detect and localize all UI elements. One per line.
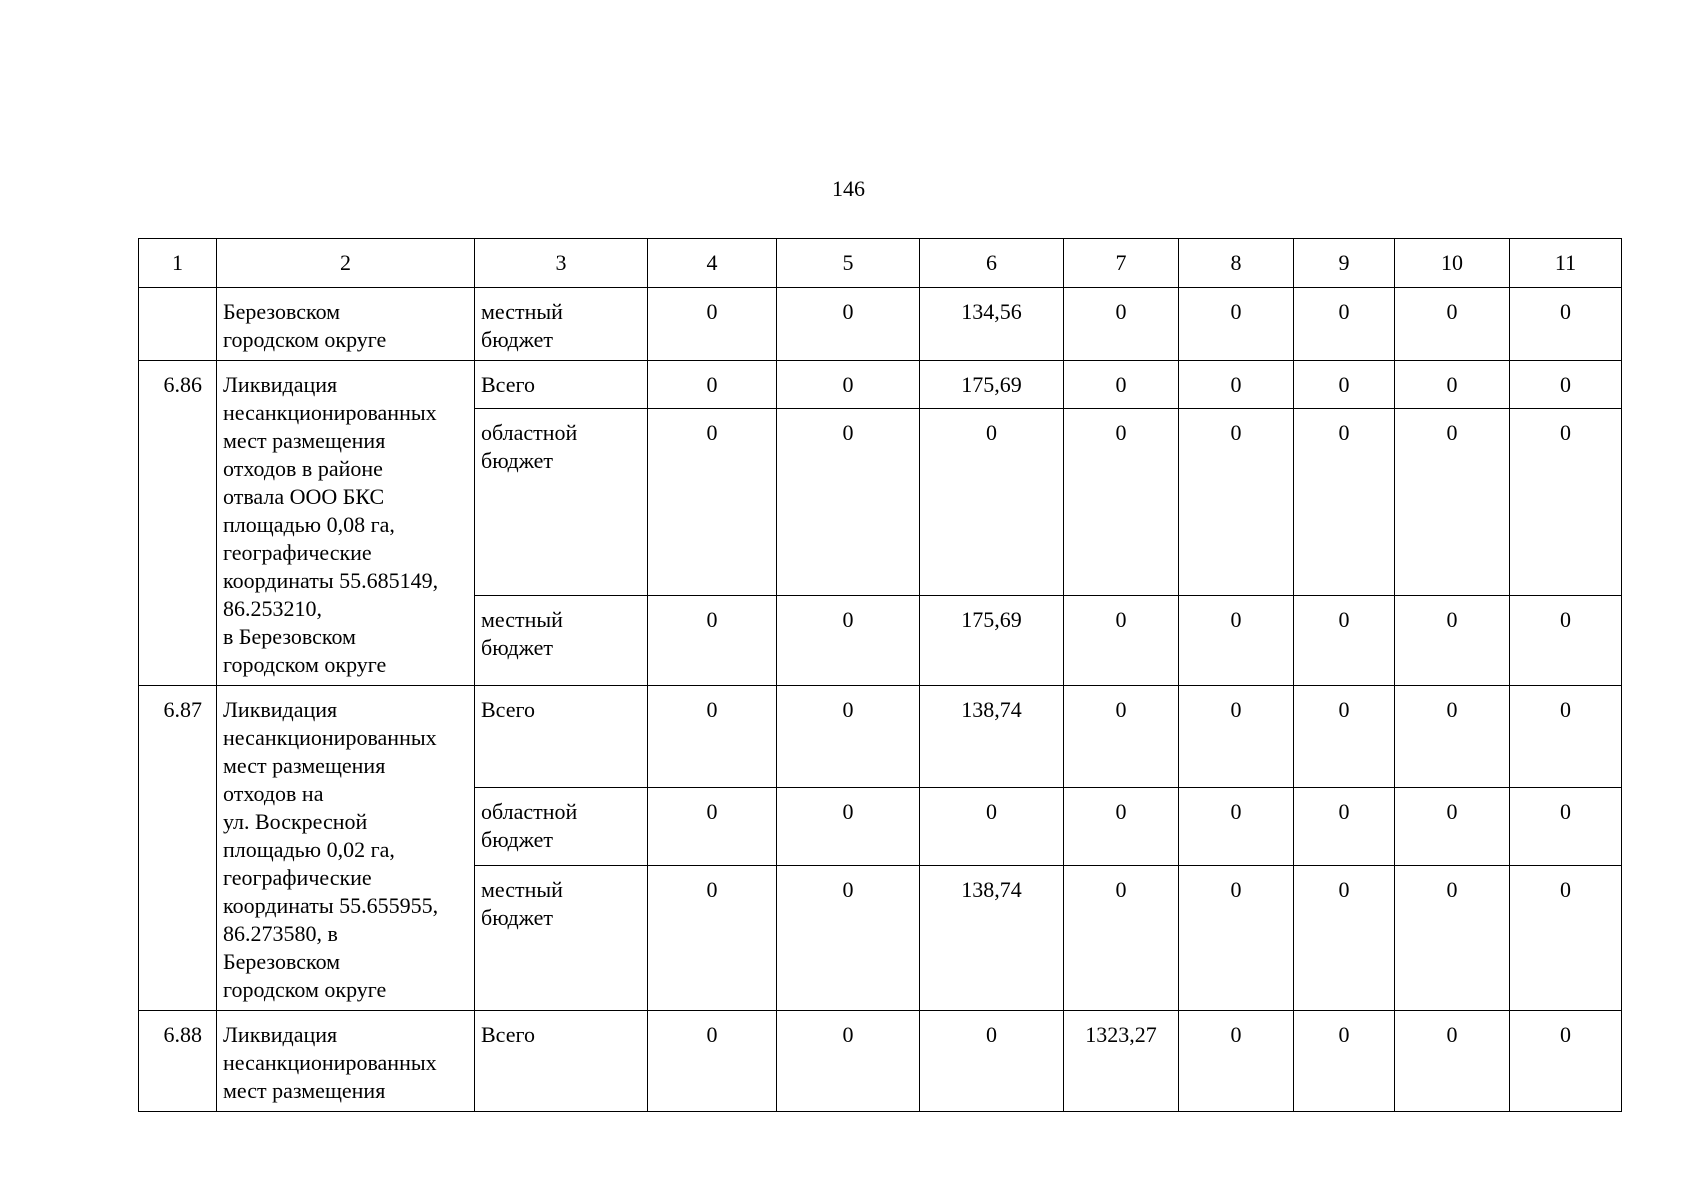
row-index: 6.87 <box>139 686 217 1011</box>
value-cell-col-5: 0 <box>777 409 920 596</box>
value-cell-col-11: 0 <box>1510 409 1622 596</box>
value-cell-col-7: 0 <box>1064 595 1179 685</box>
value-cell-col-6: 0 <box>920 409 1064 596</box>
column-header-3: 3 <box>475 239 648 288</box>
value-cell-col-11: 0 <box>1510 788 1622 866</box>
value-cell-col-7: 0 <box>1064 788 1179 866</box>
column-number-header-row <box>139 239 1622 288</box>
value-cell-col-8: 0 <box>1179 686 1294 788</box>
value-cell-col-8: 0 <box>1179 866 1294 1011</box>
funding-source: Всего <box>475 686 648 788</box>
funding-source: местный бюджет <box>475 866 648 1011</box>
column-header-7: 7 <box>1064 239 1179 288</box>
column-header-11: 11 <box>1510 239 1622 288</box>
value-cell-col-10: 0 <box>1395 1011 1510 1112</box>
value-cell-col-6: 138,74 <box>920 686 1064 788</box>
row-index <box>139 288 217 361</box>
value-cell-col-10: 0 <box>1395 288 1510 361</box>
value-cell-col-9: 0 <box>1294 361 1395 409</box>
column-header-1: 1 <box>139 239 217 288</box>
value-cell-col-8: 0 <box>1179 288 1294 361</box>
value-cell-col-11: 0 <box>1510 361 1622 409</box>
value-cell-col-6: 0 <box>920 1011 1064 1112</box>
value-cell-col-9: 0 <box>1294 1011 1395 1112</box>
value-cell-col-9: 0 <box>1294 288 1395 361</box>
row-index: 6.88 <box>139 1011 217 1112</box>
value-cell-col-5: 0 <box>777 1011 920 1112</box>
value-cell-col-11: 0 <box>1510 866 1622 1011</box>
value-cell-col-8: 0 <box>1179 361 1294 409</box>
value-cell-col-8: 0 <box>1179 788 1294 866</box>
value-cell-col-7: 1323,27 <box>1064 1011 1179 1112</box>
value-cell-col-9: 0 <box>1294 686 1395 788</box>
value-cell-col-4: 0 <box>648 361 777 409</box>
value-cell-col-10: 0 <box>1395 686 1510 788</box>
funding-source: Всего <box>475 1011 648 1112</box>
value-cell-col-6: 134,56 <box>920 288 1064 361</box>
value-cell-col-7: 0 <box>1064 409 1179 596</box>
value-cell-col-10: 0 <box>1395 595 1510 685</box>
column-header-5: 5 <box>777 239 920 288</box>
value-cell-col-4: 0 <box>648 409 777 596</box>
value-cell-col-11: 0 <box>1510 1011 1622 1112</box>
value-cell-col-8: 0 <box>1179 1011 1294 1112</box>
value-cell-col-7: 0 <box>1064 686 1179 788</box>
value-cell-col-5: 0 <box>777 686 920 788</box>
value-cell-col-6: 0 <box>920 788 1064 866</box>
value-cell-col-4: 0 <box>648 595 777 685</box>
page-number: 146 <box>832 176 865 201</box>
column-header-4: 4 <box>648 239 777 288</box>
value-cell-col-9: 0 <box>1294 409 1395 596</box>
table-row <box>139 288 1622 361</box>
value-cell-col-7: 0 <box>1064 866 1179 1011</box>
table-row <box>139 686 1622 788</box>
column-header-6: 6 <box>920 239 1064 288</box>
value-cell-col-6: 175,69 <box>920 595 1064 685</box>
budget-table <box>138 238 1622 1112</box>
funding-source: местный бюджет <box>475 595 648 685</box>
funding-source: областной бюджет <box>475 409 648 596</box>
value-cell-col-6: 138,74 <box>920 866 1064 1011</box>
value-cell-col-9: 0 <box>1294 788 1395 866</box>
funding-source: областной бюджет <box>475 788 648 866</box>
value-cell-col-4: 0 <box>648 686 777 788</box>
value-cell-col-4: 0 <box>648 866 777 1011</box>
value-cell-col-11: 0 <box>1510 288 1622 361</box>
funding-source: местный бюджет <box>475 288 648 361</box>
table-row <box>139 1011 1622 1112</box>
activity-name: Ликвидация несанкционированных мест размещения <box>217 1011 475 1112</box>
value-cell-col-10: 0 <box>1395 788 1510 866</box>
activity-name: Ликвидация несанкционированных мест размещения отходов на ул. Воскресной площадью 0,02 га, географические координаты 55.655955, 86.273580, в Березовском городском округе <box>217 686 475 1011</box>
value-cell-col-10: 0 <box>1395 409 1510 596</box>
activity-name: Ликвидация несанкционированных мест размещения отходов в районе отвала ООО БКС площадью 0,08 га, географические координаты 55.685149, 86.253210, в Березовском городском округе <box>217 361 475 686</box>
value-cell-col-4: 0 <box>648 788 777 866</box>
column-header-10: 10 <box>1395 239 1510 288</box>
value-cell-col-7: 0 <box>1064 361 1179 409</box>
value-cell-col-5: 0 <box>777 595 920 685</box>
column-header-8: 8 <box>1179 239 1294 288</box>
activity-name: Березовском городском округе <box>217 288 475 361</box>
value-cell-col-11: 0 <box>1510 686 1622 788</box>
value-cell-col-7: 0 <box>1064 288 1179 361</box>
value-cell-col-5: 0 <box>777 288 920 361</box>
column-header-2: 2 <box>217 239 475 288</box>
value-cell-col-8: 0 <box>1179 595 1294 685</box>
value-cell-col-6: 175,69 <box>920 361 1064 409</box>
value-cell-col-8: 0 <box>1179 409 1294 596</box>
value-cell-col-5: 0 <box>777 788 920 866</box>
value-cell-col-4: 0 <box>648 288 777 361</box>
value-cell-col-11: 0 <box>1510 595 1622 685</box>
table-row <box>139 361 1622 409</box>
value-cell-col-10: 0 <box>1395 866 1510 1011</box>
value-cell-col-5: 0 <box>777 866 920 1011</box>
column-header-9: 9 <box>1294 239 1395 288</box>
value-cell-col-5: 0 <box>777 361 920 409</box>
value-cell-col-9: 0 <box>1294 866 1395 1011</box>
value-cell-col-10: 0 <box>1395 361 1510 409</box>
value-cell-col-4: 0 <box>648 1011 777 1112</box>
value-cell-col-9: 0 <box>1294 595 1395 685</box>
funding-source: Всего <box>475 361 648 409</box>
table-body <box>139 239 1622 1112</box>
row-index: 6.86 <box>139 361 217 686</box>
